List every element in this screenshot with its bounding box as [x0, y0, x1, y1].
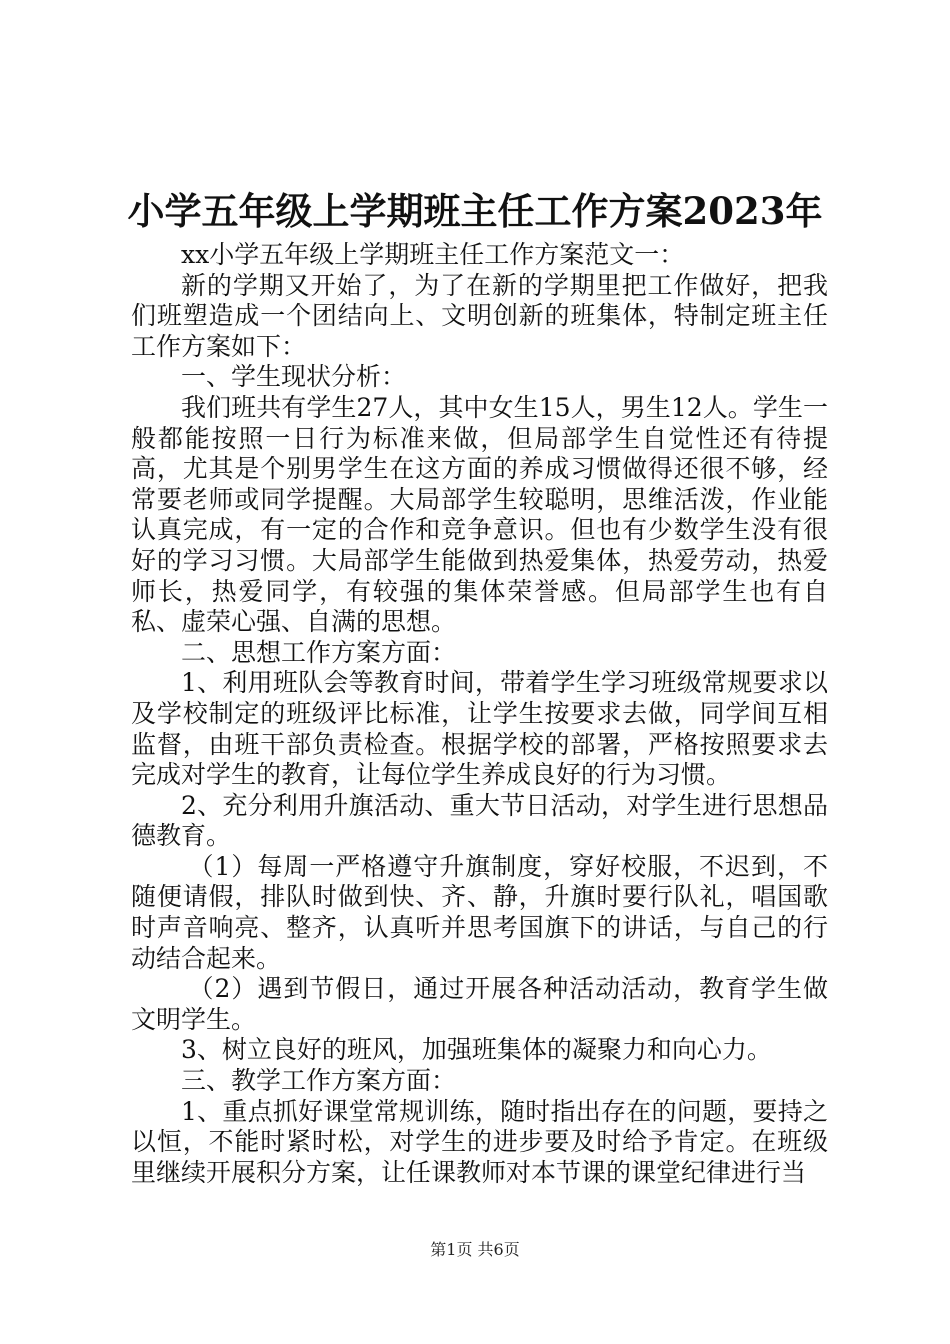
paragraph-ideology-subitem-2: （2）遇到节假日，通过开展各种活动活动，教育学生做文明学生。 — [131, 974, 828, 1034]
document-title: 小学五年级上学期班主任工作方案2023年 — [127, 189, 823, 233]
paragraph-teaching-item-1: 1、重点抓好课堂常规训练，随时指出存在的问题，要持之以恒，不能时紧时松，对学生的进步要及时给予肯定。在班级里继续开展积分方案，让任课教师对本节课的课堂纪律进行当 — [131, 1096, 828, 1187]
paragraph-preface: 新的学期又开始了，为了在新的学期里把工作做好，把我们班塑造成一个团结向上、文明创新的班集体，特制定班主任工作方案如下： — [131, 270, 828, 361]
paragraph-ideology-subitem-1: （1）每周一严格遵守升旗制度，穿好校服，不迟到，不随便请假，排队时做到快、齐、静，升旗时要行队礼，唱国歌时声音响亮、整齐，认真听并思考国旗下的讲话，与自己的行动结合起来。 — [131, 851, 828, 973]
paragraph-ideology-item-2: 2、充分利用升旗活动、重大节日活动，对学生进行思想品德教育。 — [131, 790, 828, 851]
paragraph-ideology-item-1: 1、利用班队会等教育时间，带着学生学习班级常规要求以及学校制定的班级评比标准，让学生按要求去做，同学间互相监督，由班干部负责检查。根据学校的部署，严格按照要求去完成对学生的教育，让每位学生养成良好的行为习惯。 — [131, 668, 828, 790]
paragraph-intro: xx小学五年级上学期班主任工作方案范文一： — [181, 240, 685, 269]
page-number-footer: 第1页 共6页 — [430, 1240, 520, 1259]
paragraph-student-analysis: 我们班共有学生27人，其中女生15人，男生12人。学生一般都能按照一日行为标准来做，但局部学生自觉性还有待提高，尤其是个别男学生在这方面的养成习惯做得还很不够，经常要老师或同学提醒。大局部学生较聪明，思维活泼，作业能认真完成，有一定的合作和竞争意识。但也有少数学生没有很好的学习习惯。大局部学生能做到热爱集体，热爱劳动，热爱师长，热爱同学，有较强的集体荣誉感。但局部学生也有自私、虚荣心强、自满的思想。 — [131, 392, 828, 637]
section-heading-teaching-work: 三、教学工作方案方面： — [181, 1066, 457, 1096]
paragraph-ideology-item-3: 3、树立良好的班风，加强班集体的凝聚力和向心力。 — [181, 1035, 772, 1065]
section-heading-ideology-work: 二、思想工作方案方面： — [181, 637, 457, 667]
document-body — [131, 240, 828, 1188]
section-heading-student-analysis: 一、学生现状分析： — [181, 362, 407, 392]
